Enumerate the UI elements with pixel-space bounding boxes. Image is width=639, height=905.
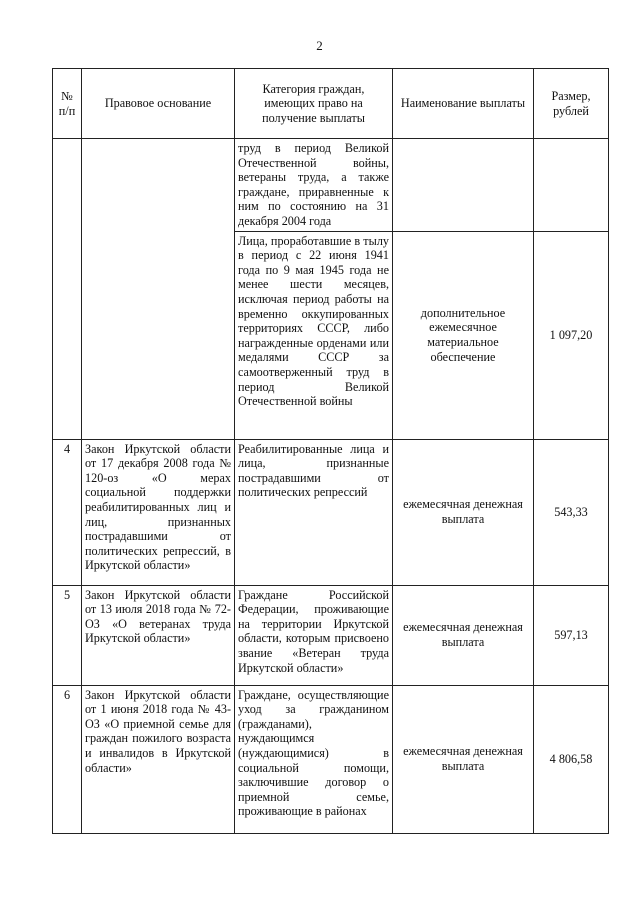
- row-category: Реабилитированные лица и лица, признанные пострадавшими от политических репрессий: [235, 439, 393, 585]
- table-row: [53, 439, 609, 585]
- row-category: труд в период Великой Отечественной войны, ветераны труда, а также граждане, приравненные к ним по состоянию на 31 декабря 2004 года: [235, 139, 393, 232]
- row-number: [53, 139, 82, 440]
- row-number: 4: [53, 439, 82, 585]
- row-amount: 1 097,20: [534, 231, 609, 439]
- row-number: 6: [53, 685, 82, 833]
- row-category: Граждане Российской Федерации, проживающие на территории Иркутской области, которым присвоено звание «Ветеран труда Иркутской области»: [235, 585, 393, 685]
- row-legal-basis: Закон Иркутской области от 17 декабря 2008 года № 120-оз «О мерах социальной поддержки реабилитированных лиц и лиц, признанных пострадавшими от политических репрессий, в Иркутской области»: [82, 439, 235, 585]
- row-amount: 597,13: [534, 585, 609, 685]
- header-amount: Размер, рублей: [534, 69, 609, 139]
- benefits-table: [52, 68, 609, 834]
- row-amount: 4 806,58: [534, 685, 609, 833]
- row-category: Лица, проработавшие в тылу в период с 22 июня 1941 года по 9 мая 1945 года не менее шести месяцев, исключая период работы на временно оккупированных территориях СССР, либо награжденные орденами или медалями СССР за самоотверженный труд в период Великой Отечественной войны: [235, 231, 393, 439]
- row-legal-basis: Закон Иркутской области от 1 июня 2018 года № 43-ОЗ «О приемной семье для граждан пожилого возраста и инвалидов в Иркутской области»: [82, 685, 235, 833]
- table-row: [53, 685, 609, 833]
- row-payment-name: ежемесячная денежная выплата: [393, 685, 534, 833]
- table-header-row: [53, 69, 609, 139]
- row-amount: 543,33: [534, 439, 609, 585]
- row-payment-name: [393, 139, 534, 232]
- row-amount: [534, 139, 609, 232]
- row-number: 5: [53, 585, 82, 685]
- header-legal-basis: Правовое основание: [82, 69, 235, 139]
- table-row: [53, 139, 609, 232]
- header-payment-name: Наименование выплаты: [393, 69, 534, 139]
- row-payment-name: ежемесячная денежная выплата: [393, 585, 534, 685]
- row-category: Граждане, осуществляющие уход за гражданином (гражданами), нуждающимся (нуждающимися) в социальной помощи, заключившие договор о приемной семье, проживающие в районах: [235, 685, 393, 833]
- header-number: № п/п: [53, 69, 82, 139]
- page-number: 2: [316, 38, 323, 53]
- row-payment-name: ежемесячная денежная выплата: [393, 439, 534, 585]
- table-row: [53, 585, 609, 685]
- row-payment-name: дополнительное ежемесячное материальное обеспечение: [393, 231, 534, 439]
- row-legal-basis: Закон Иркутской области от 13 июля 2018 года № 72-ОЗ «О ветеранах труда Иркутской области»: [82, 585, 235, 685]
- row-legal-basis: [82, 139, 235, 440]
- header-citizen-category: Категория граждан, имеющих право на получение выплаты: [235, 69, 393, 139]
